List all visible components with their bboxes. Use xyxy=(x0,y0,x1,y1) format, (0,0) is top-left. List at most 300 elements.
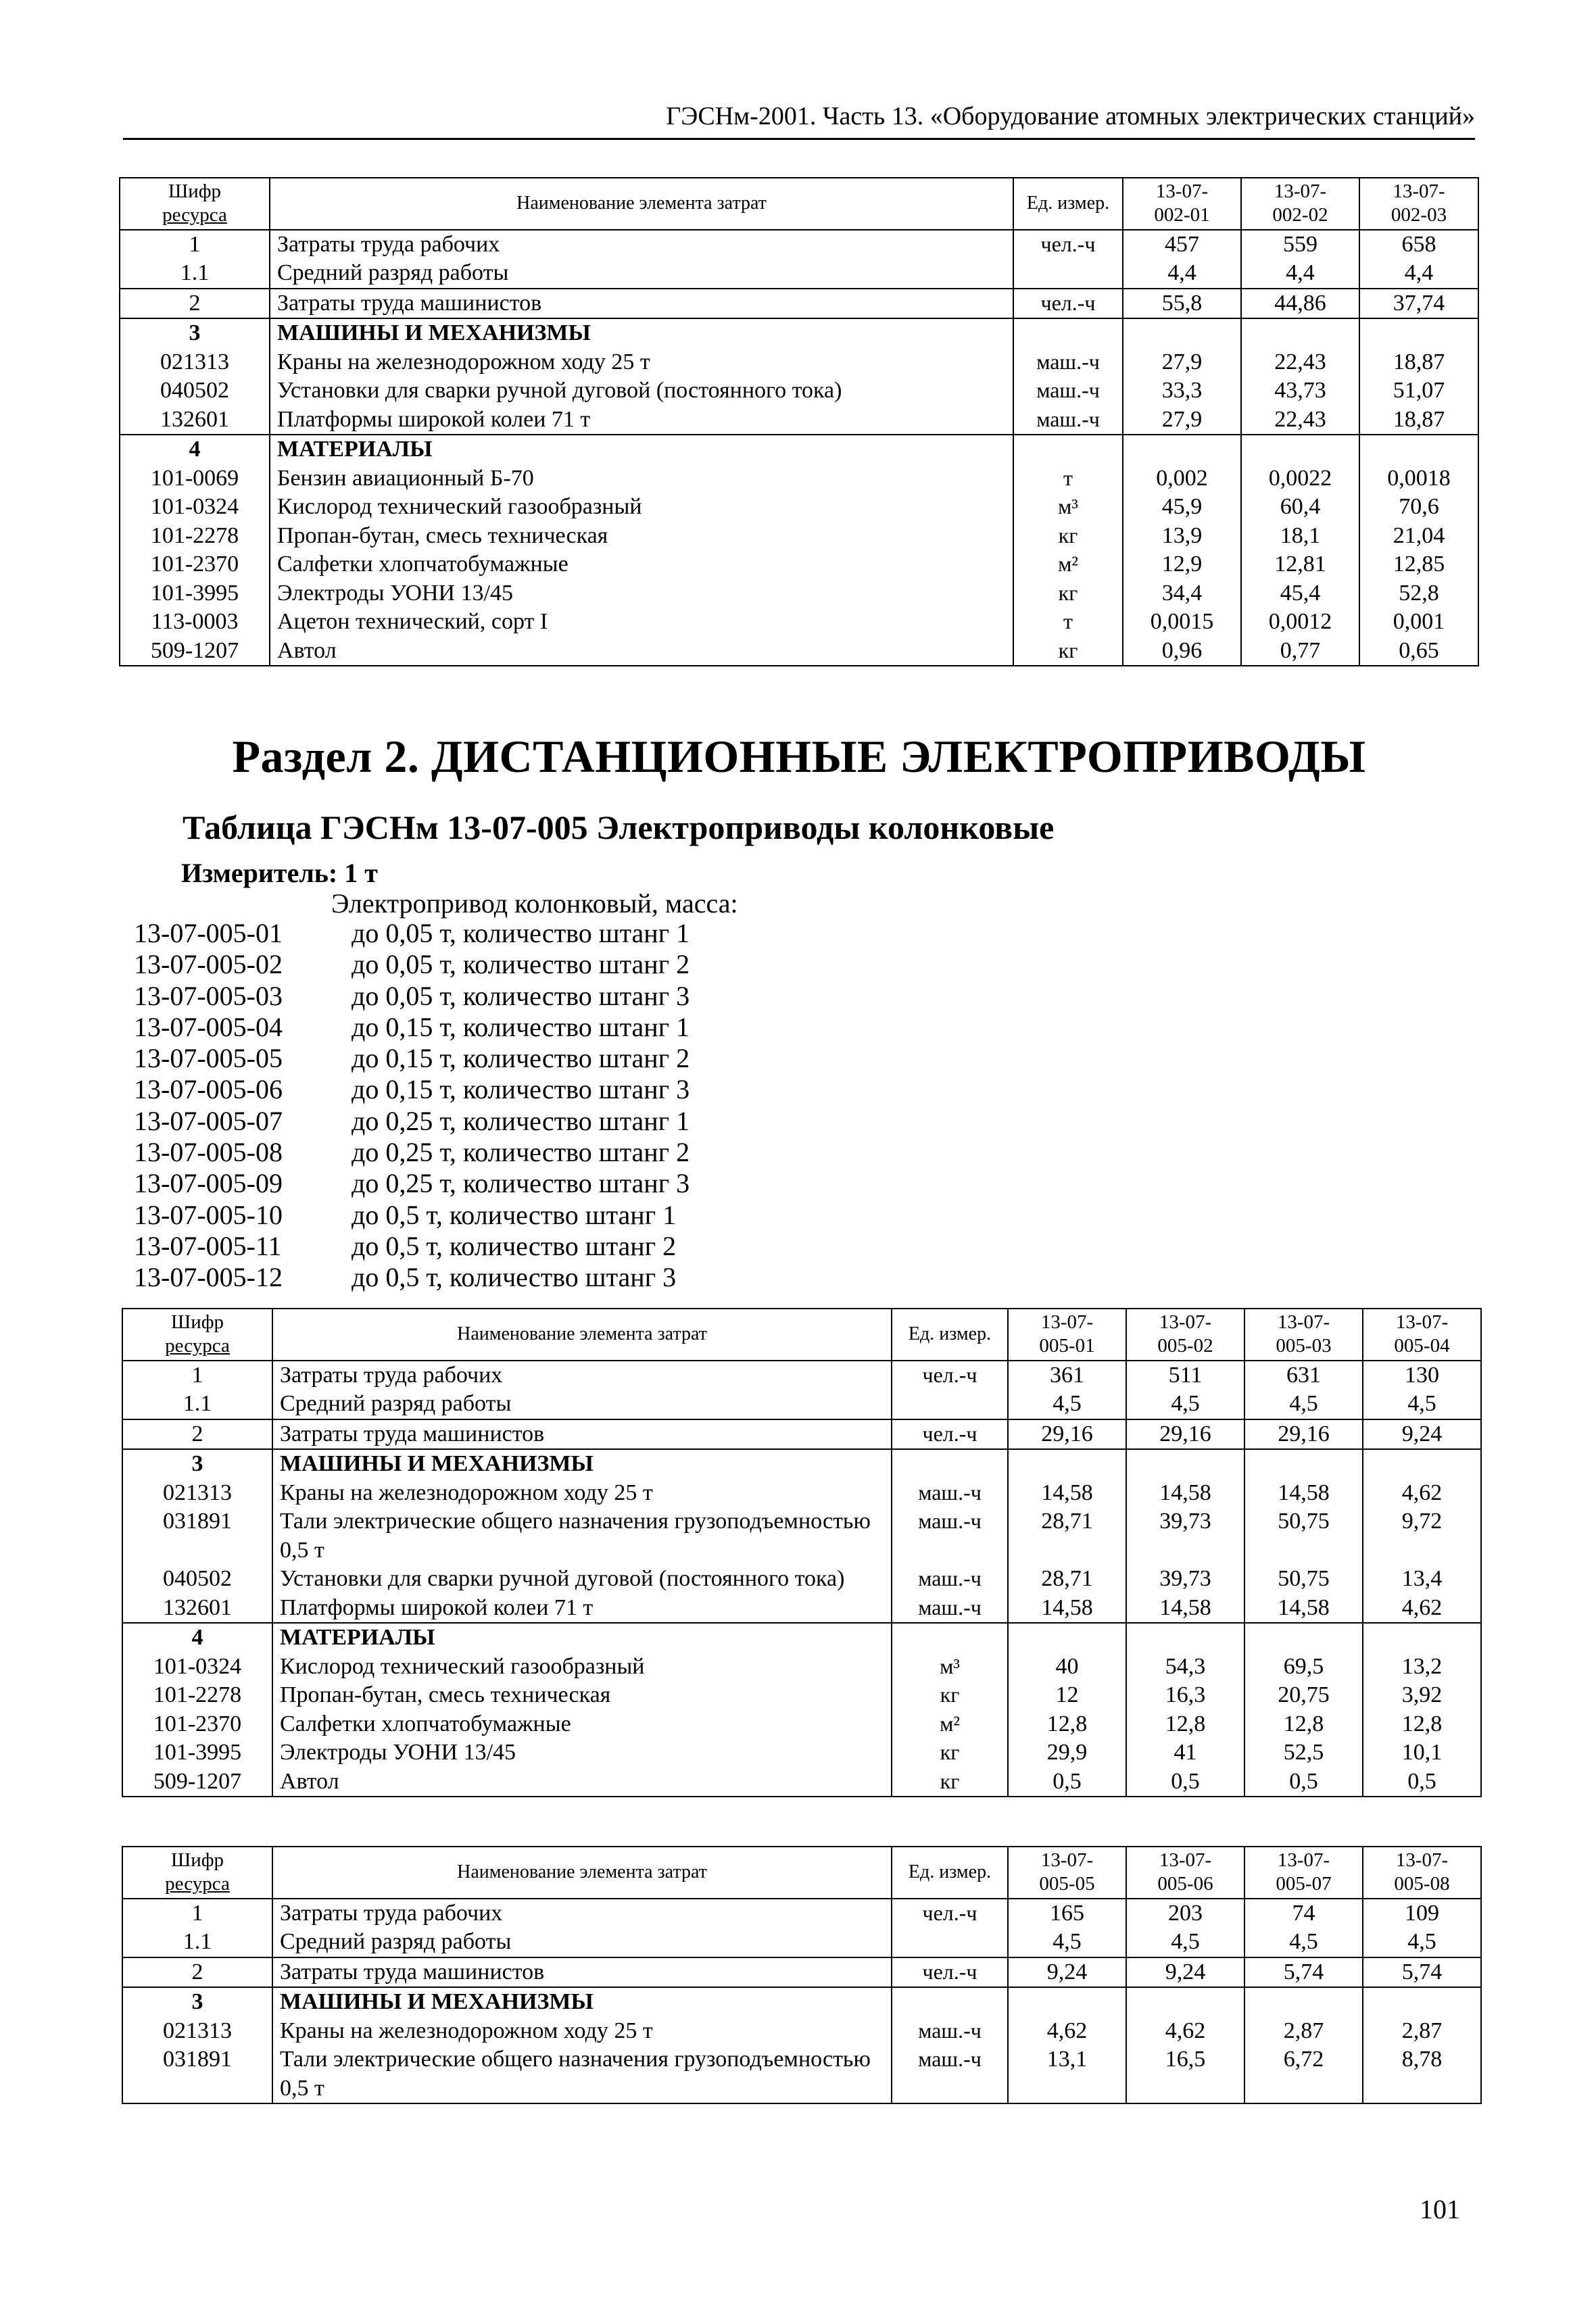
value-cell: 4,5 xyxy=(1244,1390,1363,1419)
header-shifr: Шифр ресурса xyxy=(122,1309,272,1361)
value-cell: 4,5 xyxy=(1008,1390,1126,1419)
table-row xyxy=(120,464,1478,493)
table-row xyxy=(122,1768,1481,1797)
unit-cell xyxy=(1013,318,1123,348)
value-cell: 559 xyxy=(1241,230,1359,260)
value-cell xyxy=(1359,435,1478,464)
resource-code-cell: 021313 xyxy=(122,1479,272,1508)
value-cell: 2,87 xyxy=(1363,2017,1481,2046)
table-row xyxy=(120,348,1478,377)
value-cell: 9,72 xyxy=(1363,1507,1481,1565)
unit-cell xyxy=(892,1623,1008,1653)
value-cell: 361 xyxy=(1008,1361,1126,1390)
value-cell: 52,8 xyxy=(1359,579,1478,608)
cost-name-cell: Платформы широкой колеи 71 т xyxy=(270,406,1013,435)
table-row xyxy=(122,1479,1481,1508)
cost-name-cell: Салфетки хлопчатобумажные xyxy=(270,550,1013,579)
header-col-2: 13-07- 005-02 xyxy=(1126,1309,1244,1361)
resource-code-cell: 101-3995 xyxy=(122,1738,272,1768)
table-row xyxy=(120,637,1478,666)
header-col-1: 13-07- 005-05 xyxy=(1008,1847,1126,1899)
value-cell: 9,24 xyxy=(1363,1419,1481,1450)
value-cell: 16,3 xyxy=(1126,1681,1244,1710)
resource-code-cell: 1 xyxy=(122,1361,272,1390)
resource-code-cell: 040502 xyxy=(120,376,270,406)
cost-name-cell: Ацетон технический, сорт I xyxy=(270,608,1013,637)
resource-code-cell: 101-2278 xyxy=(120,522,270,551)
resource-code-cell: 031891 xyxy=(122,1507,272,1565)
value-cell: 45,9 xyxy=(1123,493,1241,522)
unit-cell: маш.-ч xyxy=(892,1507,1008,1565)
resource-code-cell: 101-0069 xyxy=(120,464,270,493)
unit-cell: маш.-ч xyxy=(892,2017,1008,2046)
value-cell: 50,75 xyxy=(1244,1507,1363,1565)
cost-name-cell: Средний разряд работы xyxy=(270,259,1013,289)
value-cell: 27,9 xyxy=(1123,348,1241,377)
unit-cell: маш.-ч xyxy=(1013,348,1123,377)
unit-cell: чел.-ч xyxy=(892,1957,1008,1988)
resource-code-cell: 101-3995 xyxy=(120,579,270,608)
value-cell: 12,8 xyxy=(1126,1710,1244,1739)
value-cell: 0,0022 xyxy=(1241,464,1359,493)
value-cell: 13,4 xyxy=(1363,1565,1481,1594)
table-row xyxy=(122,1390,1481,1419)
header-unit: Ед. измер. xyxy=(892,1847,1008,1899)
unit-cell: м³ xyxy=(1013,493,1123,522)
cost-name-cell: Затраты труда машинистов xyxy=(272,1419,892,1450)
table-row xyxy=(122,1449,1481,1479)
value-cell: 54,3 xyxy=(1126,1653,1244,1682)
cost-name-cell: Пропан-бутан, смесь техническая xyxy=(270,522,1013,551)
list-item: 13-07-005-03 до 0,05 т, количество штанг 3 xyxy=(134,980,690,1011)
unit-cell xyxy=(892,1449,1008,1479)
cost-name-cell: МАШИНЫ И МЕХАНИЗМЫ xyxy=(272,1987,892,2017)
table-row xyxy=(122,1928,1481,1957)
resource-table-002 xyxy=(119,177,1479,666)
value-cell: 511 xyxy=(1126,1361,1244,1390)
value-cell: 12,8 xyxy=(1008,1710,1126,1739)
value-cell: 14,58 xyxy=(1126,1594,1244,1624)
cost-name-cell: Бензин авиационный Б-70 xyxy=(270,464,1013,493)
value-cell xyxy=(1008,1449,1126,1479)
header-shifr: Шифр ресурса xyxy=(120,178,270,230)
value-cell: 12,85 xyxy=(1359,550,1478,579)
value-cell: 34,4 xyxy=(1123,579,1241,608)
value-cell: 37,74 xyxy=(1359,289,1478,319)
value-cell: 130 xyxy=(1363,1361,1481,1390)
value-cell: 0,002 xyxy=(1123,464,1241,493)
list-item: 13-07-005-05 до 0,15 т, количество штанг 2 xyxy=(134,1043,690,1074)
resource-code-cell: 4 xyxy=(120,435,270,464)
table-row xyxy=(122,1594,1481,1624)
value-cell xyxy=(1244,1623,1363,1653)
value-cell: 52,5 xyxy=(1244,1738,1363,1768)
header-col-3: 13-07- 002-03 xyxy=(1359,178,1478,230)
header-name: Наименование элемента затрат xyxy=(272,1847,892,1899)
value-cell: 16,5 xyxy=(1126,2045,1244,2103)
value-cell: 457 xyxy=(1123,230,1241,260)
value-cell: 0,77 xyxy=(1241,637,1359,666)
value-cell: 4,4 xyxy=(1123,259,1241,289)
cost-name-cell: МАТЕРИАЛЫ xyxy=(272,1623,892,1653)
unit-cell: маш.-ч xyxy=(892,1479,1008,1508)
header-col-4: 13-07- 005-08 xyxy=(1363,1847,1481,1899)
cost-name-cell: Салфетки хлопчатобумажные xyxy=(272,1710,892,1739)
list-item: 13-07-005-06 до 0,15 т, количество штанг 3 xyxy=(134,1074,690,1105)
value-cell xyxy=(1359,318,1478,348)
resource-code-cell: 2 xyxy=(120,289,270,319)
cost-name-cell: Установки для сварки ручной дуговой (постоянного тока) xyxy=(272,1565,892,1594)
unit-cell xyxy=(892,1390,1008,1419)
value-cell: 5,74 xyxy=(1363,1957,1481,1988)
value-cell: 0,0018 xyxy=(1359,464,1478,493)
cost-name-cell: Электроды УОНИ 13/45 xyxy=(270,579,1013,608)
header-shifr: Шифр ресурса xyxy=(122,1847,272,1899)
resource-code-cell: 1 xyxy=(120,230,270,260)
resource-code-cell: 101-0324 xyxy=(120,493,270,522)
value-cell: 203 xyxy=(1126,1899,1244,1928)
unit-cell: кг xyxy=(1013,522,1123,551)
table-row xyxy=(122,1987,1481,2017)
cost-name-cell: МАШИНЫ И МЕХАНИЗМЫ xyxy=(270,318,1013,348)
unit-cell: маш.-ч xyxy=(892,1594,1008,1624)
resource-code-cell: 509-1207 xyxy=(122,1768,272,1797)
value-cell: 5,74 xyxy=(1244,1957,1363,1988)
cost-name-cell: Кислород технический газообразный xyxy=(272,1653,892,1682)
value-cell: 29,9 xyxy=(1008,1738,1126,1768)
resource-code-cell: 021313 xyxy=(122,2017,272,2046)
page-number: 101 xyxy=(1420,2194,1460,2224)
cost-name-cell: Краны на железнодорожном ходу 25 т xyxy=(272,2017,892,2046)
value-cell: 55,8 xyxy=(1123,289,1241,319)
value-cell: 45,4 xyxy=(1241,579,1359,608)
value-cell: 43,73 xyxy=(1241,376,1359,406)
value-cell xyxy=(1126,1623,1244,1653)
resource-code-cell: 1.1 xyxy=(120,259,270,289)
resource-code-cell: 101-2278 xyxy=(122,1681,272,1710)
table-row xyxy=(120,522,1478,551)
resource-code-cell: 2 xyxy=(122,1419,272,1450)
unit-cell: кг xyxy=(1013,637,1123,666)
resource-code-cell: 031891 xyxy=(122,2045,272,2103)
cost-name-cell: Средний разряд работы xyxy=(272,1390,892,1419)
table-row xyxy=(120,230,1478,260)
value-cell: 0,65 xyxy=(1359,637,1478,666)
cost-name-cell: Установки для сварки ручной дуговой (постоянного тока) xyxy=(270,376,1013,406)
value-cell: 3,92 xyxy=(1363,1681,1481,1710)
table1-body xyxy=(120,230,1478,666)
value-cell xyxy=(1363,1987,1481,2017)
value-cell: 6,72 xyxy=(1244,2045,1363,2103)
value-cell: 4,5 xyxy=(1008,1928,1126,1957)
unit-cell: маш.-ч xyxy=(1013,406,1123,435)
resource-code-cell: 113-0003 xyxy=(120,608,270,637)
value-cell xyxy=(1241,318,1359,348)
unit-cell: чел.-ч xyxy=(1013,230,1123,260)
value-cell: 39,73 xyxy=(1126,1507,1244,1565)
list-item: 13-07-005-08 до 0,25 т, количество штанг 2 xyxy=(134,1137,690,1168)
value-cell: 0,001 xyxy=(1359,608,1478,637)
value-cell: 4,5 xyxy=(1363,1390,1481,1419)
list-item: 13-07-005-09 до 0,25 т, количество штанг 3 xyxy=(134,1168,690,1199)
value-cell: 2,87 xyxy=(1244,2017,1363,2046)
resource-code-cell: 101-2370 xyxy=(122,1710,272,1739)
value-cell: 28,71 xyxy=(1008,1507,1126,1565)
value-cell: 33,3 xyxy=(1123,376,1241,406)
value-cell: 4,62 xyxy=(1126,2017,1244,2046)
value-cell xyxy=(1008,1623,1126,1653)
value-cell: 10,1 xyxy=(1363,1738,1481,1768)
table-row xyxy=(120,289,1478,319)
cost-name-cell: МАШИНЫ И МЕХАНИЗМЫ xyxy=(272,1449,892,1479)
value-cell: 0,0012 xyxy=(1241,608,1359,637)
value-cell: 14,58 xyxy=(1244,1479,1363,1508)
header-col-2: 13-07- 005-06 xyxy=(1126,1847,1244,1899)
resource-table-005-a xyxy=(122,1308,1482,1797)
unit-cell: маш.-ч xyxy=(892,1565,1008,1594)
unit-cell: кг xyxy=(892,1738,1008,1768)
value-cell: 14,58 xyxy=(1008,1479,1126,1508)
table-row xyxy=(120,579,1478,608)
table-title: Таблица ГЭСНм 13-07-005 Электроприводы колонковые xyxy=(183,808,1055,846)
header-col-1: 13-07- 005-01 xyxy=(1008,1309,1126,1361)
table-row xyxy=(120,406,1478,435)
description-title: Электропривод колонковый, масса: xyxy=(331,888,738,919)
unit-cell: маш.-ч xyxy=(892,2045,1008,2103)
value-cell: 0,5 xyxy=(1008,1768,1126,1797)
unit-cell: м² xyxy=(892,1710,1008,1739)
resource-code-cell: 132601 xyxy=(122,1594,272,1624)
cost-name-cell: Затраты труда машинистов xyxy=(272,1957,892,1988)
value-cell: 29,16 xyxy=(1244,1419,1363,1450)
list-item: 13-07-005-02 до 0,05 т, количество штанг 2 xyxy=(134,949,690,980)
value-cell: 4,62 xyxy=(1363,1479,1481,1508)
header-col-2: 13-07- 002-02 xyxy=(1241,178,1359,230)
header-col-3: 13-07- 005-03 xyxy=(1244,1309,1363,1361)
unit-cell: чел.-ч xyxy=(892,1361,1008,1390)
table-row xyxy=(120,493,1478,522)
value-cell: 109 xyxy=(1363,1899,1481,1928)
cost-name-cell: Затраты труда рабочих xyxy=(270,230,1013,260)
measure-unit: Измеритель: 1 т xyxy=(181,858,378,888)
unit-cell: кг xyxy=(1013,579,1123,608)
table-row xyxy=(122,1623,1481,1653)
header-name: Наименование элемента затрат xyxy=(272,1309,892,1361)
resource-code-cell: 3 xyxy=(122,1987,272,2017)
value-cell: 74 xyxy=(1244,1899,1363,1928)
cost-name-cell: Платформы широкой колеи 71 т xyxy=(272,1594,892,1624)
header-col-4: 13-07- 005-04 xyxy=(1363,1309,1481,1361)
resource-table-005-b xyxy=(122,1846,1482,2104)
value-cell: 21,04 xyxy=(1359,522,1478,551)
cost-name-cell: МАТЕРИАЛЫ xyxy=(270,435,1013,464)
resource-code-cell: 3 xyxy=(120,318,270,348)
value-cell: 13,1 xyxy=(1008,2045,1126,2103)
unit-cell xyxy=(1013,259,1123,289)
list-item: 13-07-005-10 до 0,5 т, количество штанг 1 xyxy=(134,1199,677,1230)
table-row xyxy=(122,1361,1481,1390)
value-cell: 29,16 xyxy=(1126,1419,1244,1450)
value-cell: 50,75 xyxy=(1244,1565,1363,1594)
value-cell: 12,8 xyxy=(1244,1710,1363,1739)
value-cell: 12,8 xyxy=(1363,1710,1481,1739)
unit-cell: м³ xyxy=(892,1653,1008,1682)
unit-cell xyxy=(1013,435,1123,464)
table-row xyxy=(122,2045,1481,2103)
resource-code-cell: 509-1207 xyxy=(120,637,270,666)
list-item: 13-07-005-04 до 0,15 т, количество штанг 1 xyxy=(134,1011,690,1042)
list-item: 13-07-005-12 до 0,5 т, количество штанг 3 xyxy=(134,1262,677,1293)
value-cell: 40 xyxy=(1008,1653,1126,1682)
table-row xyxy=(122,1681,1481,1710)
value-cell: 41 xyxy=(1126,1738,1244,1768)
header-col-3: 13-07- 005-07 xyxy=(1244,1847,1363,1899)
value-cell: 51,07 xyxy=(1359,376,1478,406)
value-cell: 0,0015 xyxy=(1123,608,1241,637)
value-cell: 658 xyxy=(1359,230,1478,260)
table-row xyxy=(120,318,1478,348)
unit-cell: т xyxy=(1013,608,1123,637)
list-item: 13-07-005-11 до 0,5 т, количество штанг 2 xyxy=(134,1230,677,1261)
resource-code-cell: 101-2370 xyxy=(120,550,270,579)
table-row xyxy=(120,608,1478,637)
unit-cell: чел.-ч xyxy=(892,1419,1008,1450)
value-cell: 28,71 xyxy=(1008,1565,1126,1594)
value-cell: 165 xyxy=(1008,1899,1126,1928)
value-cell: 4,5 xyxy=(1363,1928,1481,1957)
value-cell xyxy=(1363,1449,1481,1479)
cost-name-cell: Краны на железнодорожном ходу 25 т xyxy=(270,348,1013,377)
value-cell: 0,5 xyxy=(1244,1768,1363,1797)
cost-name-cell: Краны на железнодорожном ходу 25 т xyxy=(272,1479,892,1508)
value-cell: 27,9 xyxy=(1123,406,1241,435)
value-cell: 12,81 xyxy=(1241,550,1359,579)
value-cell: 4,5 xyxy=(1244,1928,1363,1957)
value-cell: 22,43 xyxy=(1241,406,1359,435)
table-row xyxy=(122,1957,1481,1988)
value-cell xyxy=(1008,1987,1126,2017)
value-cell: 13,2 xyxy=(1363,1653,1481,1682)
value-cell: 18,1 xyxy=(1241,522,1359,551)
header-col-1: 13-07- 002-01 xyxy=(1123,178,1241,230)
page-header: ГЭСНм-2001. Часть 13. «Оборудование атомных электрических станций» xyxy=(123,101,1475,140)
unit-cell: т xyxy=(1013,464,1123,493)
value-cell: 13,9 xyxy=(1123,522,1241,551)
value-cell: 12,9 xyxy=(1123,550,1241,579)
value-cell xyxy=(1126,1987,1244,2017)
resource-code-cell: 4 xyxy=(122,1623,272,1653)
resource-code-cell: 132601 xyxy=(120,406,270,435)
cost-name-cell: Электроды УОНИ 13/45 xyxy=(272,1738,892,1768)
unit-cell: кг xyxy=(892,1681,1008,1710)
value-cell: 4,4 xyxy=(1241,259,1359,289)
cost-name-cell: Затраты труда рабочих xyxy=(272,1899,892,1928)
section-title: Раздел 2. ДИСТАНЦИОННЫЕ ЭЛЕКТРОПРИВОДЫ xyxy=(232,731,1366,782)
table-row xyxy=(120,550,1478,579)
value-cell: 60,4 xyxy=(1241,493,1359,522)
cost-name-cell: Затраты труда рабочих xyxy=(272,1361,892,1390)
table-row xyxy=(122,1419,1481,1450)
resource-code-cell: 021313 xyxy=(120,348,270,377)
value-cell: 4,62 xyxy=(1008,2017,1126,2046)
value-cell: 20,75 xyxy=(1244,1681,1363,1710)
table-row xyxy=(122,1653,1481,1682)
value-cell xyxy=(1123,318,1241,348)
value-cell: 8,78 xyxy=(1363,2045,1481,2103)
cost-name-cell: Средний разряд работы xyxy=(272,1928,892,1957)
value-cell: 14,58 xyxy=(1008,1594,1126,1624)
value-cell: 9,24 xyxy=(1126,1957,1244,1988)
table-row xyxy=(122,1565,1481,1594)
value-cell: 0,96 xyxy=(1123,637,1241,666)
value-cell: 70,6 xyxy=(1359,493,1478,522)
resource-code-cell: 040502 xyxy=(122,1565,272,1594)
header-unit: Ед. измер. xyxy=(892,1309,1008,1361)
table-row xyxy=(120,435,1478,464)
table-row xyxy=(122,1507,1481,1565)
unit-cell: маш.-ч xyxy=(1013,376,1123,406)
value-cell xyxy=(1126,1449,1244,1479)
unit-cell: кг xyxy=(892,1768,1008,1797)
resource-code-cell: 1.1 xyxy=(122,1390,272,1419)
value-cell: 4,4 xyxy=(1359,259,1478,289)
value-cell: 0,5 xyxy=(1126,1768,1244,1797)
value-cell xyxy=(1244,1449,1363,1479)
list-item: 13-07-005-07 до 0,25 т, количество штанг 1 xyxy=(134,1105,690,1136)
cost-name-cell: Кислород технический газообразный xyxy=(270,493,1013,522)
cost-name-cell: Тали электрические общего назначения грузоподъемностью 0,5 т xyxy=(272,1507,892,1565)
norm-codes-list xyxy=(134,918,690,1294)
header-unit: Ед. измер. xyxy=(1013,178,1123,230)
value-cell xyxy=(1363,1623,1481,1653)
cost-name-cell: Автол xyxy=(270,637,1013,666)
cost-name-cell: Пропан-бутан, смесь техническая xyxy=(272,1681,892,1710)
value-cell xyxy=(1241,435,1359,464)
unit-cell: чел.-ч xyxy=(1013,289,1123,319)
value-cell: 14,58 xyxy=(1126,1479,1244,1508)
table-row xyxy=(122,1738,1481,1768)
value-cell: 39,73 xyxy=(1126,1565,1244,1594)
value-cell xyxy=(1123,435,1241,464)
table-row xyxy=(122,1899,1481,1928)
resource-code-cell: 1.1 xyxy=(122,1928,272,1957)
value-cell: 4,5 xyxy=(1126,1390,1244,1419)
unit-cell: м² xyxy=(1013,550,1123,579)
resource-code-cell: 2 xyxy=(122,1957,272,1988)
value-cell: 12 xyxy=(1008,1681,1126,1710)
header-name: Наименование элемента затрат xyxy=(270,178,1013,230)
unit-cell: чел.-ч xyxy=(892,1899,1008,1928)
value-cell: 69,5 xyxy=(1244,1653,1363,1682)
list-item: 13-07-005-01 до 0,05 т, количество штанг 1 xyxy=(134,918,690,948)
value-cell: 18,87 xyxy=(1359,348,1478,377)
table-row xyxy=(120,376,1478,406)
value-cell: 44,86 xyxy=(1241,289,1359,319)
value-cell: 9,24 xyxy=(1008,1957,1126,1988)
resource-code-cell: 101-0324 xyxy=(122,1653,272,1682)
cost-name-cell: Автол xyxy=(272,1768,892,1797)
table-row xyxy=(122,2017,1481,2046)
table3-body xyxy=(122,1899,1481,2104)
resource-code-cell: 3 xyxy=(122,1449,272,1479)
unit-cell xyxy=(892,1928,1008,1957)
value-cell xyxy=(1244,1987,1363,2017)
value-cell: 29,16 xyxy=(1008,1419,1126,1450)
unit-cell xyxy=(892,1987,1008,2017)
table2-body xyxy=(122,1361,1481,1797)
table-row xyxy=(122,1710,1481,1739)
value-cell: 4,62 xyxy=(1363,1594,1481,1624)
